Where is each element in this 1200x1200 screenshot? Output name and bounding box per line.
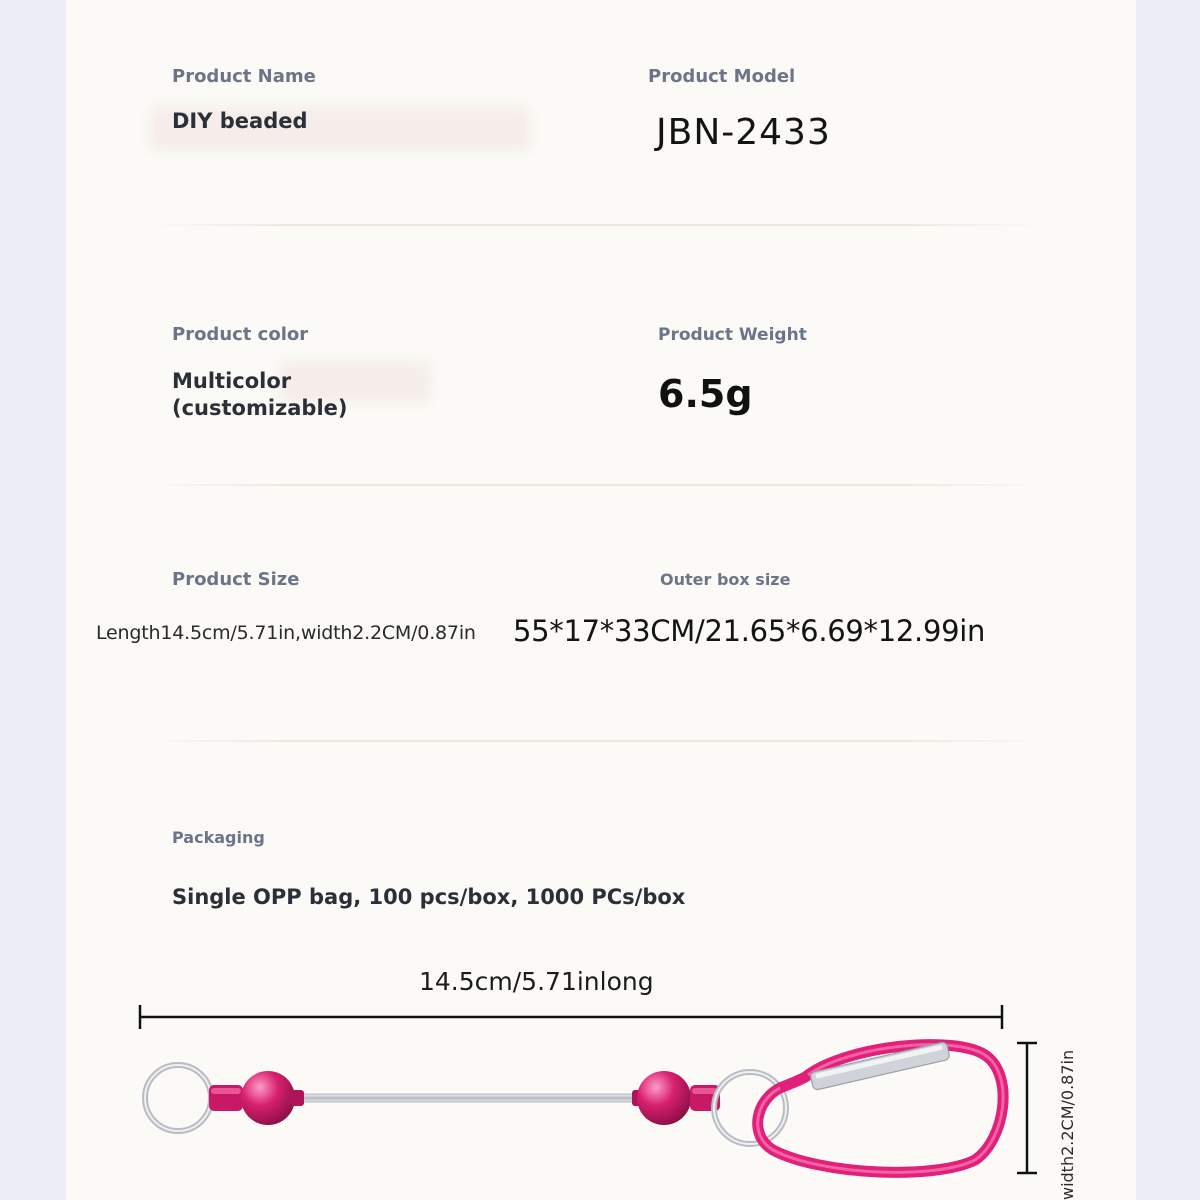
product-model-label: Product Model [648, 66, 796, 87]
product-weight-label: Product Weight [658, 325, 807, 345]
product-size-label: Product Size [172, 569, 300, 590]
product-weight-value: 6.5g [658, 372, 753, 416]
product-color-value-line2: (customizable) [172, 396, 348, 420]
carabiner-clip [758, 1041, 1003, 1172]
length-dimension-label: 14.5cm/5.71inlong [419, 967, 654, 996]
product-model-value: JBN-2433 [656, 112, 831, 153]
left-key-ring [145, 1065, 211, 1131]
width-dimension-label: width2.2CM/0.87in [1058, 1049, 1077, 1200]
packaging-label: Packaging [172, 828, 265, 847]
length-dimension-line [140, 1005, 1002, 1029]
packaging-value: Single OPP bag, 100 pcs/box, 1000 PCs/box [172, 885, 686, 909]
right-bead [632, 1071, 720, 1125]
product-color-value-line1: Multicolor [172, 369, 292, 393]
outer-box-size-value: 55*17*33CM/21.65*6.69*12.99in [513, 614, 986, 648]
right-key-ring [714, 1072, 786, 1144]
width-dimension-line [1017, 1043, 1037, 1173]
product-name-label: Product Name [172, 66, 316, 87]
bar [290, 1094, 645, 1102]
product-name-value: DIY beaded [172, 109, 308, 133]
product-color-label: Product color [172, 324, 309, 345]
product-size-value: Length14.5cm/5.71in,width2.2CM/0.87in [96, 622, 476, 644]
left-bead [209, 1071, 304, 1125]
outer-box-size-label: Outer box size [660, 570, 791, 589]
